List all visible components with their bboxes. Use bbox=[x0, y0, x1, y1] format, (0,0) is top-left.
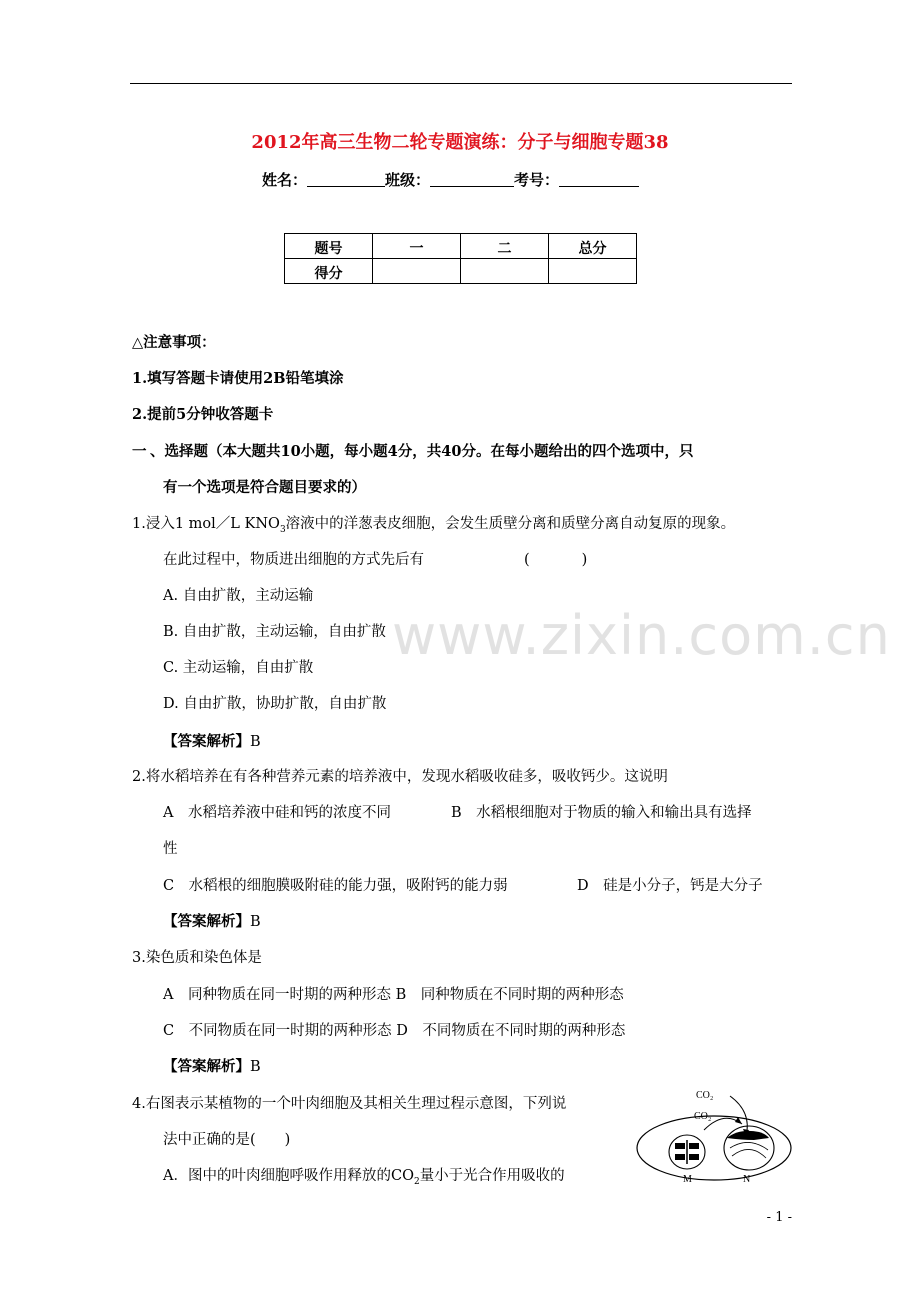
option-d: D 硅是小分子，钙是大分子 bbox=[577, 878, 763, 894]
answer-line bbox=[163, 1055, 261, 1076]
stem-text: 溶液中的洋葱表皮细胞，会发生质壁分离和质壁分离自动复原的现象。 bbox=[285, 516, 736, 532]
mitochondrion-cristae bbox=[675, 1140, 699, 1164]
score-header-cell: 二 bbox=[461, 234, 549, 259]
option-text: 量小于光合作用吸收的 bbox=[419, 1168, 565, 1184]
question-stem-cont bbox=[163, 548, 587, 569]
section-heading: 、选择题（本大题共10小题，每小题4分，共40分。在每小题给出的四个选项中，只 bbox=[150, 443, 694, 460]
score-table-header-row bbox=[285, 234, 637, 259]
question-stem bbox=[132, 512, 735, 535]
class-blank[interactable] bbox=[430, 170, 514, 187]
option-a: A 水稻培养液中硅和钙的浓度不同 bbox=[163, 805, 391, 821]
page-number: - 1 - bbox=[766, 1210, 792, 1225]
question-stem: 2.将水稻培养在有各种营养元素的培养液中，发现水稻吸收硅多，吸收钙少。这说明 bbox=[132, 769, 668, 785]
score-header-cell: 一 bbox=[373, 234, 461, 259]
cell-membrane bbox=[637, 1116, 791, 1180]
leaf-cell-diagram bbox=[634, 1084, 794, 1184]
answer-paren-close: ) bbox=[581, 552, 588, 568]
notes-item: 1.填写答题卡请使用2B铅笔填涂 bbox=[132, 370, 344, 387]
option-b-cont: 性 bbox=[163, 841, 178, 857]
answer-value: B bbox=[250, 1059, 261, 1075]
answer-line bbox=[163, 730, 261, 751]
option-c: C 水稻根的细胞膜吸附硅的能力强，吸附钙的能力弱 bbox=[163, 878, 508, 894]
answer-label: 【答案解析】 bbox=[163, 913, 250, 930]
exam-no-blank[interactable] bbox=[559, 170, 639, 187]
option-cd-line: C 不同物质在同一时期的两种形态 D 不同物质在不同时期的两种形态 bbox=[163, 1023, 626, 1039]
stem-subscript: 3 bbox=[279, 524, 286, 535]
score-header-cell: 题号 bbox=[285, 234, 373, 259]
section-number: 一 bbox=[132, 443, 147, 460]
option-text: A．图中的叶肉细胞呼吸作用释放的CO bbox=[163, 1168, 414, 1184]
notes-heading: △注意事项： bbox=[132, 334, 216, 351]
answer-paren-open: ( bbox=[524, 552, 530, 568]
chloroplast-grana bbox=[727, 1131, 769, 1140]
name-label: 姓名： bbox=[262, 171, 308, 189]
watermark: www.zixin.com.cn bbox=[392, 604, 891, 667]
class-label: 班级： bbox=[385, 171, 431, 189]
score-row-label: 得分 bbox=[285, 259, 373, 284]
notes-item: 2.提前5分钟收答题卡 bbox=[132, 406, 274, 423]
header-rule bbox=[130, 83, 792, 84]
label-n: N bbox=[743, 1174, 751, 1184]
option-a: A. 自由扩散，主动运输 bbox=[163, 588, 314, 604]
section-heading-cont: 有一个选项是符合题目要求的） bbox=[163, 479, 366, 496]
option-d: D. 自由扩散，协助扩散，自由扩散 bbox=[163, 696, 387, 712]
exam-no-label: 考号： bbox=[514, 171, 560, 189]
score-cell[interactable] bbox=[549, 259, 637, 284]
option-b: B 水稻根细胞对于物质的输入和输出具有选择 bbox=[451, 805, 752, 821]
stem-text: 在此过程中，物质进出细胞的方式先后有 bbox=[163, 552, 424, 568]
score-table bbox=[284, 233, 637, 284]
page-title: 2012年高三生物二轮专题演练：分子与细胞专题38 bbox=[251, 132, 669, 153]
score-table-score-row bbox=[285, 259, 637, 284]
co2-outer-label: CO₂ bbox=[696, 1090, 714, 1101]
question-stem-cont: 法中正确的是( ) bbox=[163, 1132, 291, 1148]
answer-label: 【答案解析】 bbox=[163, 733, 250, 750]
name-blank[interactable] bbox=[307, 170, 385, 187]
question-stem: 4.右图表示某植物的一个叶肉细胞及其相关生理过程示意图，下列说 bbox=[132, 1096, 567, 1112]
chloroplast-lamellae bbox=[730, 1142, 768, 1158]
question-stem: 3.染色质和染色体是 bbox=[132, 950, 262, 966]
student-info-line bbox=[262, 169, 639, 190]
score-header-cell: 总分 bbox=[549, 234, 637, 259]
option-a bbox=[163, 1164, 565, 1187]
option-c: C. 主动运输，自由扩散 bbox=[163, 660, 314, 676]
co2-inner-label: CO₂ bbox=[694, 1111, 712, 1122]
answer-line bbox=[163, 910, 261, 931]
option-ab-line: A 同种物质在同一时期的两种形态 B 同种物质在不同时期的两种形态 bbox=[163, 987, 624, 1003]
option-subscript: 2 bbox=[413, 1176, 420, 1187]
label-m: M bbox=[683, 1174, 692, 1184]
answer-value: B bbox=[250, 914, 261, 930]
score-cell[interactable] bbox=[461, 259, 549, 284]
stem-text: 1.浸入1 mol／L KNO bbox=[132, 516, 280, 532]
score-cell[interactable] bbox=[373, 259, 461, 284]
answer-value: B bbox=[250, 734, 261, 750]
answer-label: 【答案解析】 bbox=[163, 1058, 250, 1075]
option-b: B. 自由扩散，主动运输，自由扩散 bbox=[163, 624, 386, 640]
